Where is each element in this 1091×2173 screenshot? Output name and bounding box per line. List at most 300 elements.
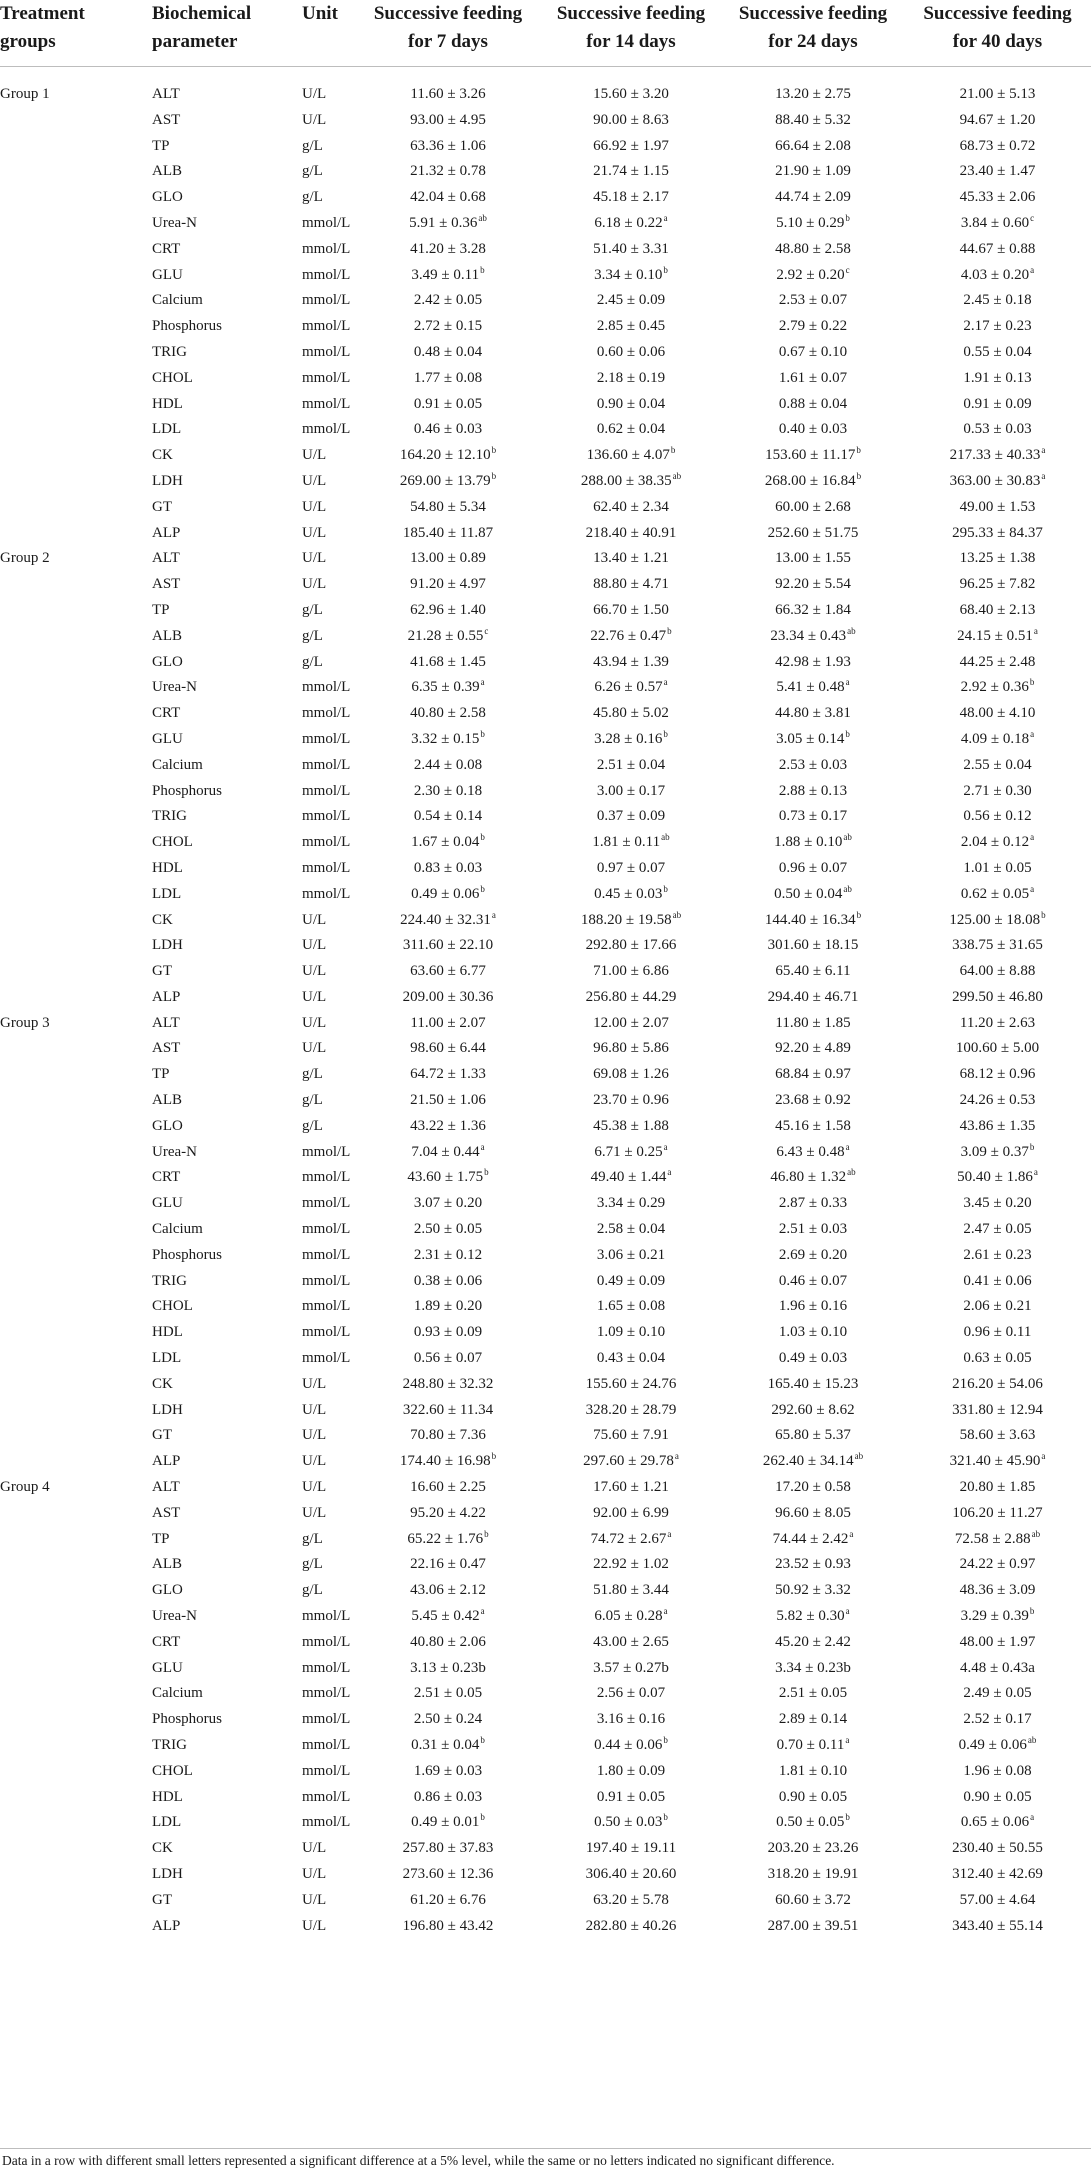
significance-letter: a bbox=[674, 1451, 679, 1462]
value-cell bbox=[540, 392, 722, 418]
table-row bbox=[0, 1423, 1091, 1449]
significance-letter: b bbox=[480, 264, 485, 275]
value-cell bbox=[904, 1630, 1091, 1656]
mean-sd-value: 209.00 ± 30.36 bbox=[402, 988, 494, 1005]
value-cell bbox=[904, 1552, 1091, 1578]
mean-sd-value: 0.31 ± 0.04 bbox=[411, 1737, 480, 1753]
value-cell bbox=[904, 1888, 1091, 1914]
value-cell bbox=[357, 1810, 539, 1836]
mean-sd-value: 2.49 ± 0.05 bbox=[963, 1685, 1032, 1702]
unit-cell: mmol/L bbox=[302, 808, 351, 825]
mean-sd-value: 21.90 ± 1.09 bbox=[775, 163, 851, 180]
mean-sd-value: 43.94 ± 1.39 bbox=[593, 653, 669, 670]
mean-sd-value: 0.45 ± 0.03 bbox=[594, 885, 663, 902]
value-cell bbox=[357, 288, 539, 314]
unit-cell: mmol/L bbox=[302, 1608, 351, 1625]
mean-sd-value: 41.68 ± 1.45 bbox=[410, 653, 486, 670]
mean-sd-value: 248.80 ± 32.32 bbox=[402, 1375, 494, 1392]
mean-sd-value: 363.00 ± 30.83 bbox=[949, 472, 1041, 489]
value-cell bbox=[722, 1088, 904, 1114]
significance-letter: a bbox=[845, 1606, 850, 1617]
significance-letter: b bbox=[491, 1451, 497, 1462]
significance-letter: b bbox=[480, 728, 485, 739]
value-cell bbox=[722, 1346, 904, 1372]
mean-sd-value: 90.00 ± 8.63 bbox=[593, 111, 669, 128]
mean-sd-value: 13.00 ± 0.89 bbox=[410, 550, 486, 567]
value-cell bbox=[722, 1140, 904, 1166]
table-row bbox=[0, 1346, 1091, 1372]
value-cell bbox=[904, 288, 1091, 314]
value-cell bbox=[540, 495, 722, 521]
parameter-cell: Phosphorus bbox=[152, 318, 223, 335]
mean-sd-value: 297.60 ± 29.78 bbox=[583, 1453, 674, 1470]
mean-sd-value: 3.34 ± 0.10 bbox=[594, 266, 663, 283]
value-cell bbox=[722, 1501, 904, 1527]
value-cell bbox=[722, 1011, 904, 1037]
table-row bbox=[0, 1552, 1091, 1578]
mean-sd-value: 2.61 ± 0.23 bbox=[963, 1246, 1032, 1263]
value-cell bbox=[357, 211, 539, 237]
mean-sd-value: 72.58 ± 2.88 bbox=[954, 1530, 1031, 1547]
mean-sd-value: 22.92 ± 1.02 bbox=[593, 1556, 669, 1573]
significance-letter: b bbox=[663, 1735, 668, 1745]
table-row bbox=[0, 1140, 1091, 1166]
table-row bbox=[0, 959, 1091, 985]
value-cell bbox=[540, 1759, 722, 1785]
significance-letter: b bbox=[670, 445, 676, 456]
value-cell bbox=[722, 1733, 904, 1759]
value-cell bbox=[357, 624, 539, 650]
mean-sd-value: 0.46 ± 0.07 bbox=[778, 1272, 848, 1289]
value-cell bbox=[722, 1552, 904, 1578]
value-cell bbox=[357, 856, 539, 882]
value-cell bbox=[357, 1062, 539, 1088]
value-cell bbox=[357, 495, 539, 521]
significance-letter: a bbox=[1030, 728, 1035, 739]
value-cell bbox=[540, 1011, 722, 1037]
mean-sd-value: 0.90 ± 0.05 bbox=[963, 1788, 1032, 1805]
mean-sd-value: 256.80 ± 44.29 bbox=[585, 988, 677, 1005]
unit-cell: U/L bbox=[302, 550, 327, 567]
mean-sd-value: 50.40 ± 1.86 bbox=[957, 1169, 1033, 1186]
parameter-cell: CK bbox=[152, 1375, 173, 1392]
mean-sd-value: 3.57 ± 0.27b bbox=[593, 1659, 669, 1676]
mean-sd-value: 0.44 ± 0.06 bbox=[594, 1737, 663, 1753]
mean-sd-value: 96.25 ± 7.82 bbox=[959, 576, 1036, 593]
value-cell bbox=[540, 288, 722, 314]
value-cell bbox=[357, 1346, 539, 1372]
value-cell bbox=[904, 443, 1091, 469]
significance-letter: b bbox=[845, 1812, 850, 1823]
value-cell bbox=[722, 82, 904, 108]
value-cell bbox=[904, 108, 1091, 134]
table-row bbox=[0, 417, 1091, 443]
value-cell bbox=[357, 1243, 539, 1269]
mean-sd-value: 2.31 ± 0.12 bbox=[413, 1246, 483, 1263]
mean-sd-value: 5.82 ± 0.30 bbox=[776, 1608, 845, 1625]
mean-sd-value: 125.00 ± 18.08 bbox=[949, 911, 1041, 928]
value-cell bbox=[904, 1011, 1091, 1037]
group-label: Group 2 bbox=[0, 550, 50, 567]
mean-sd-value: 203.20 ± 23.26 bbox=[767, 1840, 859, 1857]
mean-sd-value: 50.92 ± 3.32 bbox=[775, 1582, 851, 1599]
unit-cell: U/L bbox=[302, 1040, 327, 1057]
mean-sd-value: 1.96 ± 0.16 bbox=[778, 1298, 848, 1315]
value-cell bbox=[722, 546, 904, 572]
value-cell bbox=[722, 417, 904, 443]
parameter-cell: GLU bbox=[152, 1195, 183, 1212]
unit-cell: mmol/L bbox=[302, 266, 351, 283]
significance-letter: b bbox=[491, 445, 497, 456]
value-cell bbox=[540, 959, 722, 985]
value-cell bbox=[722, 1862, 904, 1888]
unit-cell: mmol/L bbox=[302, 1685, 351, 1702]
mean-sd-value: 3.00 ± 0.17 bbox=[596, 782, 666, 799]
unit-cell: mmol/L bbox=[302, 240, 351, 257]
table-row bbox=[0, 624, 1091, 650]
mean-sd-value: 66.70 ± 1.50 bbox=[593, 601, 669, 618]
mean-sd-value: 0.97 ± 0.07 bbox=[596, 859, 666, 876]
value-cell bbox=[357, 804, 539, 830]
significance-letter: ab bbox=[478, 212, 487, 223]
value-cell bbox=[540, 1269, 722, 1295]
mean-sd-value: 23.40 ± 1.47 bbox=[959, 163, 1036, 180]
mean-sd-value: 24.22 ± 0.97 bbox=[959, 1556, 1036, 1573]
value-cell bbox=[357, 1191, 539, 1217]
mean-sd-value: 4.48 ± 0.43a bbox=[960, 1659, 1035, 1676]
significance-letter: b bbox=[480, 1735, 485, 1745]
value-cell bbox=[722, 1217, 904, 1243]
mean-sd-value: 0.86 ± 0.03 bbox=[413, 1788, 483, 1805]
mean-sd-value: 224.40 ± 32.31 bbox=[400, 911, 491, 928]
significance-letter: ab bbox=[843, 832, 852, 843]
mean-sd-value: 44.67 ± 0.88 bbox=[959, 240, 1036, 257]
table-footnote: Data in a row with different small letters represented a significant difference at a 5% level, while the same or no letters indicated no significant difference. bbox=[2, 2153, 835, 2168]
parameter-cell: Phosphorus bbox=[152, 1711, 223, 1728]
unit-cell: mmol/L bbox=[302, 1633, 351, 1650]
value-cell bbox=[357, 314, 539, 340]
header-feeding-7-days: Successive feeding for 7 days bbox=[373, 3, 523, 52]
parameter-cell: HDL bbox=[152, 859, 183, 876]
unit-cell: g/L bbox=[302, 163, 323, 180]
table-row bbox=[0, 1862, 1091, 1888]
mean-sd-value: 2.18 ± 0.19 bbox=[596, 369, 666, 386]
mean-sd-value: 155.60 ± 24.76 bbox=[585, 1375, 677, 1392]
unit-cell: g/L bbox=[302, 1092, 323, 1109]
value-cell bbox=[904, 392, 1091, 418]
parameter-cell: CRT bbox=[152, 1633, 181, 1650]
unit-cell: g/L bbox=[302, 137, 323, 154]
value-cell bbox=[722, 108, 904, 134]
mean-sd-value: 45.38 ± 1.88 bbox=[593, 1117, 669, 1134]
value-cell bbox=[722, 443, 904, 469]
table-row bbox=[0, 830, 1091, 856]
parameter-cell: TP bbox=[152, 1066, 170, 1083]
value-cell bbox=[540, 1114, 722, 1140]
mean-sd-value: 42.98 ± 1.93 bbox=[775, 653, 851, 670]
mean-sd-value: 153.60 ± 11.17 bbox=[765, 447, 856, 464]
mean-sd-value: 5.45 ± 0.42 bbox=[411, 1608, 480, 1625]
significance-letter: b bbox=[480, 832, 485, 843]
table-row bbox=[0, 546, 1091, 572]
mean-sd-value: 3.05 ± 0.14 bbox=[776, 730, 845, 747]
table-row bbox=[0, 211, 1091, 237]
parameter-cell: CK bbox=[152, 1840, 173, 1857]
value-cell bbox=[540, 598, 722, 624]
parameter-cell: ALP bbox=[152, 988, 181, 1005]
value-cell bbox=[357, 108, 539, 134]
value-cell bbox=[904, 1501, 1091, 1527]
value-cell bbox=[540, 366, 722, 392]
value-cell bbox=[357, 727, 539, 753]
significance-letter: c bbox=[1030, 212, 1035, 223]
unit-cell: mmol/L bbox=[302, 318, 351, 335]
table-header bbox=[0, 0, 1091, 67]
mean-sd-value: 0.63 ± 0.05 bbox=[963, 1350, 1032, 1367]
value-cell bbox=[904, 82, 1091, 108]
mean-sd-value: 0.83 ± 0.03 bbox=[413, 859, 483, 876]
value-cell bbox=[540, 1810, 722, 1836]
value-cell bbox=[722, 185, 904, 211]
value-cell bbox=[357, 1604, 539, 1630]
value-cell bbox=[904, 340, 1091, 366]
significance-letter: a bbox=[491, 909, 496, 920]
value-cell bbox=[357, 1707, 539, 1733]
significance-letter: a bbox=[1041, 1451, 1046, 1462]
mean-sd-value: 51.80 ± 3.44 bbox=[593, 1582, 669, 1599]
mean-sd-value: 88.40 ± 5.32 bbox=[775, 111, 851, 128]
unit-cell: U/L bbox=[302, 576, 327, 593]
mean-sd-value: 2.58 ± 0.04 bbox=[596, 1221, 666, 1238]
mean-sd-value: 40.80 ± 2.06 bbox=[410, 1633, 486, 1650]
mean-sd-value: 48.00 ± 4.10 bbox=[959, 705, 1036, 722]
value-cell bbox=[357, 392, 539, 418]
value-cell bbox=[540, 1036, 722, 1062]
value-cell bbox=[722, 237, 904, 263]
mean-sd-value: 68.73 ± 0.72 bbox=[959, 137, 1036, 154]
table-row bbox=[0, 1036, 1091, 1062]
value-cell bbox=[722, 1269, 904, 1295]
table-row bbox=[0, 1011, 1091, 1037]
mean-sd-value: 217.33 ± 40.33 bbox=[949, 447, 1041, 464]
significance-letter: ab bbox=[843, 883, 852, 894]
mean-sd-value: 0.67 ± 0.10 bbox=[778, 343, 848, 360]
table-row bbox=[0, 675, 1091, 701]
group-label: Group 3 bbox=[0, 1014, 50, 1031]
value-cell bbox=[357, 1217, 539, 1243]
value-cell bbox=[722, 1243, 904, 1269]
value-cell bbox=[540, 1552, 722, 1578]
parameter-cell: LDH bbox=[152, 472, 183, 489]
unit-cell: mmol/L bbox=[302, 1814, 351, 1831]
unit-cell: mmol/L bbox=[302, 421, 351, 438]
value-cell bbox=[904, 1733, 1091, 1759]
significance-letter: c bbox=[845, 264, 850, 275]
value-cell bbox=[722, 1294, 904, 1320]
parameter-cell: CK bbox=[152, 911, 173, 928]
value-cell bbox=[540, 1294, 722, 1320]
mean-sd-value: 2.87 ± 0.33 bbox=[778, 1195, 848, 1212]
unit-cell: mmol/L bbox=[302, 1711, 351, 1728]
significance-letter: a bbox=[667, 1528, 672, 1539]
unit-cell: U/L bbox=[302, 963, 327, 980]
mean-sd-value: 197.40 ± 19.11 bbox=[585, 1840, 677, 1857]
value-cell bbox=[540, 469, 722, 495]
value-cell bbox=[540, 1888, 722, 1914]
value-cell bbox=[722, 753, 904, 779]
value-cell bbox=[722, 1320, 904, 1346]
mean-sd-value: 45.16 ± 1.58 bbox=[775, 1117, 851, 1134]
value-cell bbox=[904, 185, 1091, 211]
parameter-cell: Urea-N bbox=[152, 1608, 197, 1625]
value-cell bbox=[357, 82, 539, 108]
value-cell bbox=[540, 1733, 722, 1759]
value-cell bbox=[904, 1088, 1091, 1114]
mean-sd-value: 0.56 ± 0.07 bbox=[413, 1350, 483, 1367]
unit-cell: mmol/L bbox=[302, 885, 351, 902]
value-cell bbox=[540, 1320, 722, 1346]
value-cell bbox=[540, 650, 722, 676]
value-cell bbox=[357, 237, 539, 263]
mean-sd-value: 60.60 ± 3.72 bbox=[775, 1891, 851, 1908]
value-cell bbox=[904, 1475, 1091, 1501]
mean-sd-value: 6.43 ± 0.48 bbox=[776, 1143, 845, 1160]
mean-sd-value: 0.48 ± 0.04 bbox=[413, 343, 483, 360]
value-cell bbox=[904, 804, 1091, 830]
mean-sd-value: 5.91 ± 0.36 bbox=[409, 214, 478, 231]
mean-sd-value: 42.04 ± 0.68 bbox=[410, 189, 486, 206]
mean-sd-value: 0.62 ± 0.05 bbox=[960, 885, 1030, 902]
mean-sd-value: 2.51 ± 0.03 bbox=[778, 1221, 848, 1238]
significance-letter: b bbox=[480, 1812, 485, 1823]
value-cell bbox=[357, 779, 539, 805]
mean-sd-value: 48.00 ± 1.97 bbox=[959, 1633, 1036, 1650]
parameter-cell: ALT bbox=[152, 86, 180, 102]
header-unit: Unit bbox=[302, 3, 338, 24]
significance-letter: ab bbox=[661, 832, 670, 843]
parameter-cell: CHOL bbox=[152, 1298, 193, 1315]
significance-letter: b bbox=[856, 445, 861, 456]
table-row bbox=[0, 1785, 1091, 1811]
value-cell bbox=[540, 237, 722, 263]
value-cell bbox=[904, 1527, 1091, 1553]
mean-sd-value: 45.20 ± 2.42 bbox=[775, 1633, 851, 1650]
mean-sd-value: 3.34 ± 0.23b bbox=[775, 1659, 851, 1676]
value-cell bbox=[540, 546, 722, 572]
value-cell bbox=[540, 572, 722, 598]
mean-sd-value: 20.80 ± 1.85 bbox=[959, 1479, 1036, 1496]
value-cell bbox=[540, 1630, 722, 1656]
significance-letter: b bbox=[856, 909, 862, 920]
mean-sd-value: 96.80 ± 5.86 bbox=[593, 1040, 669, 1057]
value-cell bbox=[904, 469, 1091, 495]
value-cell bbox=[540, 1604, 722, 1630]
mean-sd-value: 0.49 ± 0.09 bbox=[596, 1272, 666, 1289]
unit-cell: U/L bbox=[302, 498, 327, 515]
mean-sd-value: 24.26 ± 0.53 bbox=[959, 1092, 1036, 1109]
mean-sd-value: 0.37 ± 0.09 bbox=[596, 808, 666, 825]
mean-sd-value: 60.00 ± 2.68 bbox=[775, 498, 851, 515]
mean-sd-value: 69.08 ± 1.26 bbox=[593, 1066, 669, 1083]
mean-sd-value: 43.86 ± 1.35 bbox=[959, 1117, 1036, 1134]
significance-letter: a bbox=[663, 212, 668, 223]
significance-letter: b bbox=[845, 728, 850, 739]
mean-sd-value: 1.65 ± 0.08 bbox=[596, 1298, 666, 1315]
value-cell bbox=[357, 1630, 539, 1656]
unit-cell: mmol/L bbox=[302, 1169, 351, 1186]
table-row bbox=[0, 1656, 1091, 1682]
table-row bbox=[0, 108, 1091, 134]
mean-sd-value: 311.60 ± 22.10 bbox=[402, 937, 494, 954]
value-cell bbox=[357, 1527, 539, 1553]
parameter-cell: AST bbox=[152, 111, 181, 128]
mean-sd-value: 2.85 ± 0.45 bbox=[596, 318, 666, 335]
parameter-cell: GT bbox=[152, 1891, 172, 1908]
parameter-cell: ALP bbox=[152, 1917, 181, 1934]
value-cell bbox=[540, 1656, 722, 1682]
mean-sd-value: 23.68 ± 0.92 bbox=[775, 1092, 851, 1109]
parameter-cell: GT bbox=[152, 1427, 172, 1444]
mean-sd-value: 6.71 ± 0.25 bbox=[594, 1143, 663, 1160]
value-cell bbox=[722, 1475, 904, 1501]
parameter-cell: TRIG bbox=[152, 1737, 187, 1753]
mean-sd-value: 0.49 ± 0.01 bbox=[411, 1814, 480, 1831]
mean-sd-value: 3.09 ± 0.37 bbox=[960, 1143, 1029, 1160]
value-cell bbox=[540, 1578, 722, 1604]
value-cell bbox=[904, 1836, 1091, 1862]
parameter-cell: ALP bbox=[152, 1453, 181, 1470]
table-row bbox=[0, 1088, 1091, 1114]
value-cell bbox=[722, 1449, 904, 1475]
value-cell bbox=[904, 1914, 1091, 1940]
mean-sd-value: 1.89 ± 0.20 bbox=[413, 1298, 483, 1315]
mean-sd-value: 65.40 ± 6.11 bbox=[775, 963, 851, 980]
table-row bbox=[0, 701, 1091, 727]
mean-sd-value: 71.00 ± 6.86 bbox=[593, 963, 669, 980]
mean-sd-value: 11.20 ± 2.63 bbox=[959, 1014, 1036, 1031]
mean-sd-value: 0.60 ± 0.06 bbox=[596, 343, 666, 360]
mean-sd-value: 61.20 ± 6.76 bbox=[410, 1891, 486, 1908]
significance-letter: b bbox=[663, 1812, 668, 1823]
value-cell bbox=[357, 959, 539, 985]
table-row bbox=[0, 1269, 1091, 1295]
value-cell bbox=[904, 1449, 1091, 1475]
table-row bbox=[0, 933, 1091, 959]
parameter-cell: LDL bbox=[152, 1814, 182, 1831]
value-cell bbox=[540, 908, 722, 934]
value-cell bbox=[540, 1836, 722, 1862]
mean-sd-value: 62.96 ± 1.40 bbox=[410, 601, 486, 618]
mean-sd-value: 11.60 ± 3.26 bbox=[410, 86, 486, 102]
value-cell bbox=[540, 1914, 722, 1940]
value-cell bbox=[904, 701, 1091, 727]
value-cell bbox=[722, 1759, 904, 1785]
value-cell bbox=[357, 908, 539, 934]
mean-sd-value: 5.10 ± 0.29 bbox=[776, 214, 845, 231]
table-row bbox=[0, 1733, 1091, 1759]
parameter-cell: TRIG bbox=[152, 808, 187, 825]
unit-cell: mmol/L bbox=[302, 343, 351, 360]
significance-letter: b bbox=[1029, 1141, 1035, 1152]
mean-sd-value: 3.29 ± 0.39 bbox=[960, 1608, 1029, 1625]
mean-sd-value: 0.38 ± 0.06 bbox=[413, 1272, 483, 1289]
value-cell bbox=[722, 495, 904, 521]
mean-sd-value: 262.40 ± 34.14 bbox=[762, 1453, 854, 1470]
mean-sd-value: 3.06 ± 0.21 bbox=[596, 1246, 666, 1263]
parameter-cell: Phosphorus bbox=[152, 782, 223, 799]
value-cell bbox=[722, 1888, 904, 1914]
mean-sd-value: 43.06 ± 2.12 bbox=[410, 1582, 486, 1599]
